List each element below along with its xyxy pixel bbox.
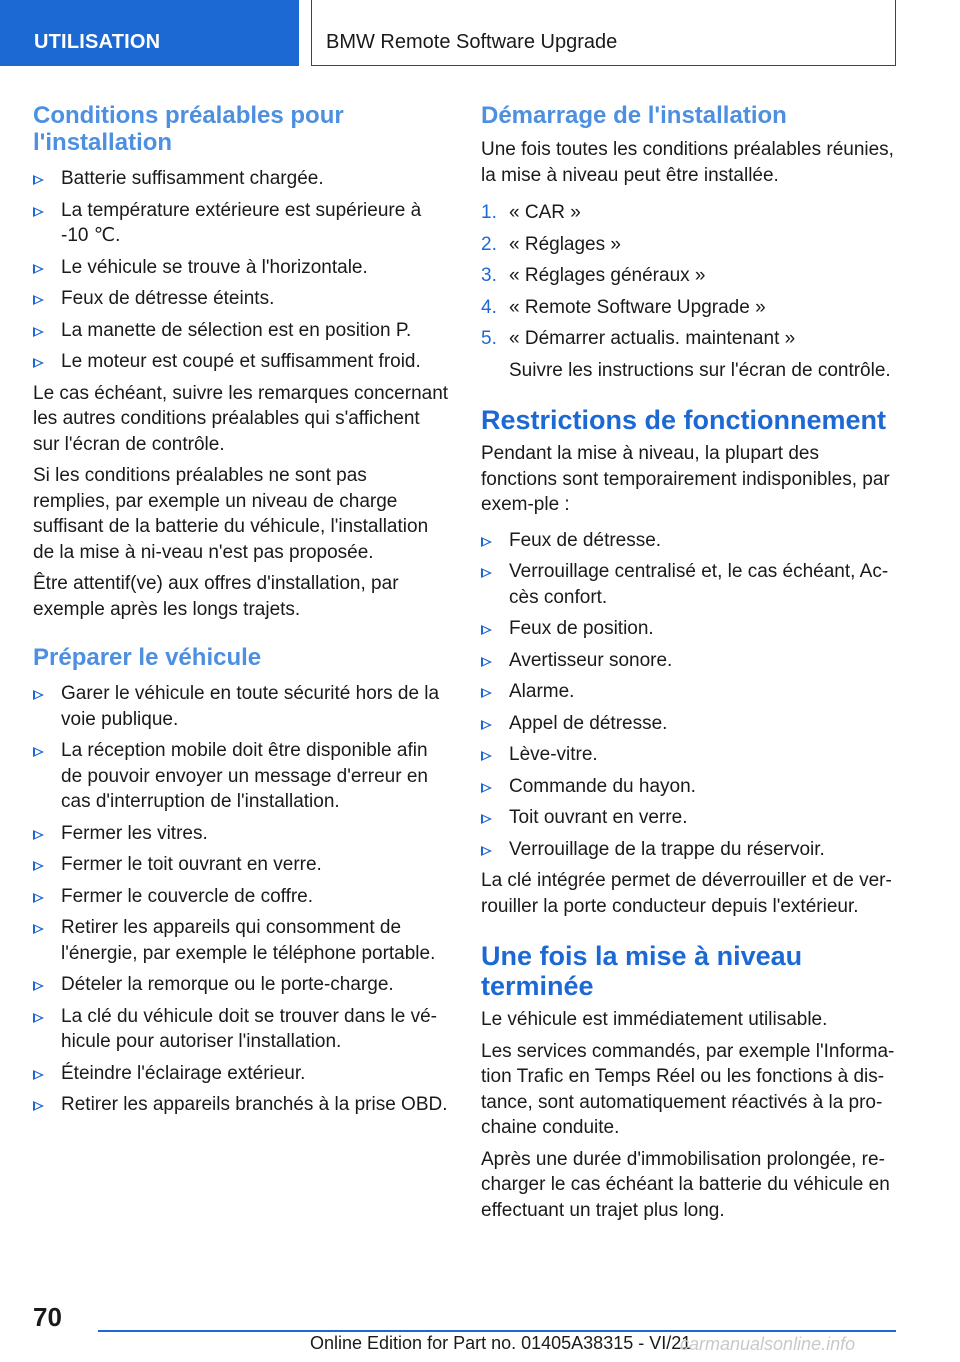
list-item: Lève-vitre. xyxy=(481,742,899,768)
triangle-bullet-icon xyxy=(481,625,492,635)
paragraph: Si les conditions préalables ne sont pas remplies, par exemple un niveau de charge suffisant de la batterie du véhicule, l'installation de la mise à ni-veau n'est pas proposée. xyxy=(33,465,429,563)
list-item: Avertisseur sonore. xyxy=(481,648,899,674)
list-item: Fermer le couvercle de coffre. xyxy=(33,884,449,910)
triangle-bullet-icon xyxy=(481,814,492,824)
list-item: Batterie suffisamment chargée. xyxy=(33,166,449,192)
paragraph: Une fois toutes les conditions préalables réunies, la mise à niveau peut être installée. xyxy=(481,139,894,186)
right-column xyxy=(481,102,899,1223)
triangle-bullet-icon xyxy=(33,264,44,274)
triangle-bullet-icon xyxy=(33,295,44,305)
triangle-bullet-icon xyxy=(33,207,44,217)
list-item: Fermer le toit ouvrant en verre. xyxy=(33,852,449,878)
list-item: Alarme. xyxy=(481,679,899,705)
list-item: La température extérieure est supérieure à -10 ℃. xyxy=(33,198,449,249)
triangle-bullet-icon xyxy=(481,688,492,698)
list-item: Retirer les appareils qui consomment de l'énergie, par exemple le téléphone portable. xyxy=(33,915,449,966)
step-item: 1. « CAR » xyxy=(481,200,899,226)
prepare-vehicle-list xyxy=(33,681,449,1118)
paragraph: Être attentif(ve) aux offres d'installation, par exemple après les longs trajets. xyxy=(33,573,399,620)
step-item: 4. « Remote Software Upgrade » xyxy=(481,295,899,321)
step-number: 4. xyxy=(481,296,497,318)
triangle-bullet-icon xyxy=(33,175,44,185)
triangle-bullet-icon xyxy=(481,783,492,793)
restrictions-list xyxy=(481,528,899,863)
triangle-bullet-icon xyxy=(33,830,44,840)
triangle-bullet-icon xyxy=(33,893,44,903)
triangle-bullet-icon xyxy=(481,568,492,578)
paragraph: Le véhicule est immédiatement utilisable. xyxy=(481,1009,828,1030)
list-item: La manette de sélection est en position P. xyxy=(33,318,449,344)
footer-rule xyxy=(98,1330,896,1332)
triangle-bullet-icon xyxy=(33,690,44,700)
list-item: Commande du hayon. xyxy=(481,774,899,800)
list-item: Retirer les appareils branchés à la prise OBD. xyxy=(33,1092,449,1118)
section-heading-after-upgrade: Une fois la mise à niveau terminée xyxy=(481,941,803,1001)
section-heading-start-installation: Démarrage de l'installation xyxy=(481,102,787,129)
step-item: 2. « Réglages » xyxy=(481,232,899,258)
section-heading-prepare-vehicle: Préparer le véhicule xyxy=(33,644,262,671)
step-number: 2. xyxy=(481,233,497,255)
triangle-bullet-icon xyxy=(33,358,44,368)
edition-note: Online Edition for Part no. 01405A38315 - VI/21 xyxy=(310,1333,692,1353)
list-item: Feux de détresse éteints. xyxy=(33,286,449,312)
list-item: Feux de détresse. xyxy=(481,528,899,554)
step-number: 1. xyxy=(481,202,497,223)
page-header-title: BMW Remote Software Upgrade xyxy=(311,0,896,66)
list-item: La réception mobile doit être disponible afin de pouvoir envoyer un message d'erreur en cas d'interruption de l'installation. xyxy=(33,738,449,815)
list-item: La clé du véhicule doit se trouver dans le vé-hicule pour autoriser l'installation. xyxy=(33,1004,449,1055)
paragraph: Après une durée d'immobilisation prolongée, re-charger le cas échéant la batterie du véhicule en effectuant un trajet plus long. xyxy=(481,1148,890,1221)
section-heading-prerequisites: Conditions préalables pour l'installation xyxy=(33,102,344,156)
watermark: carmanualsonline.info xyxy=(680,1334,856,1354)
list-item: Feux de position. xyxy=(481,616,899,642)
triangle-bullet-icon xyxy=(481,846,492,856)
triangle-bullet-icon xyxy=(481,537,492,547)
triangle-bullet-icon xyxy=(33,1101,44,1111)
paragraph: Le cas échéant, suivre les remarques concernant les autres conditions préalables qui s'affichent sur l'écran de contrôle. xyxy=(33,382,449,455)
list-item: Le véhicule se trouve à l'horizontale. xyxy=(33,255,449,281)
prerequisites-list xyxy=(33,166,449,375)
triangle-bullet-icon xyxy=(33,327,44,337)
triangle-bullet-icon xyxy=(481,720,492,730)
list-item: Verrouillage de la trappe du réservoir. xyxy=(481,837,899,863)
triangle-bullet-icon xyxy=(33,924,44,934)
installation-steps xyxy=(481,200,899,352)
list-item: Fermer les vitres. xyxy=(33,821,449,847)
step-number: 3. xyxy=(481,265,497,286)
list-item: Toit ouvrant en verre. xyxy=(481,805,899,831)
section-heading-restrictions: Restrictions de fonctionnement xyxy=(481,405,887,435)
step-item: 3. « Réglages généraux » xyxy=(481,263,899,289)
list-item: Garer le véhicule en toute sécurité hors de la voie publique. xyxy=(33,681,449,732)
paragraph: Pendant la mise à niveau, la plupart des fonctions sont temporairement indisponibles, par exem-ple : xyxy=(481,443,890,515)
list-item: Verrouillage centralisé et, le cas échéant, Ac-cès confort. xyxy=(481,559,899,610)
triangle-bullet-icon xyxy=(33,1070,44,1080)
list-item: Éteindre l'éclairage extérieur. xyxy=(33,1061,449,1087)
triangle-bullet-icon xyxy=(33,981,44,991)
triangle-bullet-icon xyxy=(33,747,44,757)
step-note: Suivre les instructions sur l'écran de contrôle. xyxy=(509,359,891,381)
step-number: 5. xyxy=(481,328,497,349)
triangle-bullet-icon xyxy=(33,861,44,871)
left-column xyxy=(33,102,449,1124)
step-item: 5. « Démarrer actualis. maintenant » xyxy=(481,326,899,352)
triangle-bullet-icon xyxy=(33,1013,44,1023)
chapter-tab: UTILISATION xyxy=(0,0,299,66)
page-number: 70 xyxy=(33,1302,62,1332)
triangle-bullet-icon xyxy=(481,751,492,761)
paragraph: La clé intégrée permet de déverrouiller et de ver-rouiller la porte conducteur depuis l'extérieur. xyxy=(481,870,892,917)
list-item: Dételer la remorque ou le porte-charge. xyxy=(33,972,449,998)
paragraph: Les services commandés, par exemple l'Informa-tion Trafic en Temps Réel ou les fonctions à dis-tance, sont automatiquement réactivés à la pro-chaine conduite. xyxy=(481,1040,895,1138)
list-item: Le moteur est coupé et suffisamment froid. xyxy=(33,349,449,375)
triangle-bullet-icon xyxy=(481,657,492,667)
list-item: Appel de détresse. xyxy=(481,711,899,737)
